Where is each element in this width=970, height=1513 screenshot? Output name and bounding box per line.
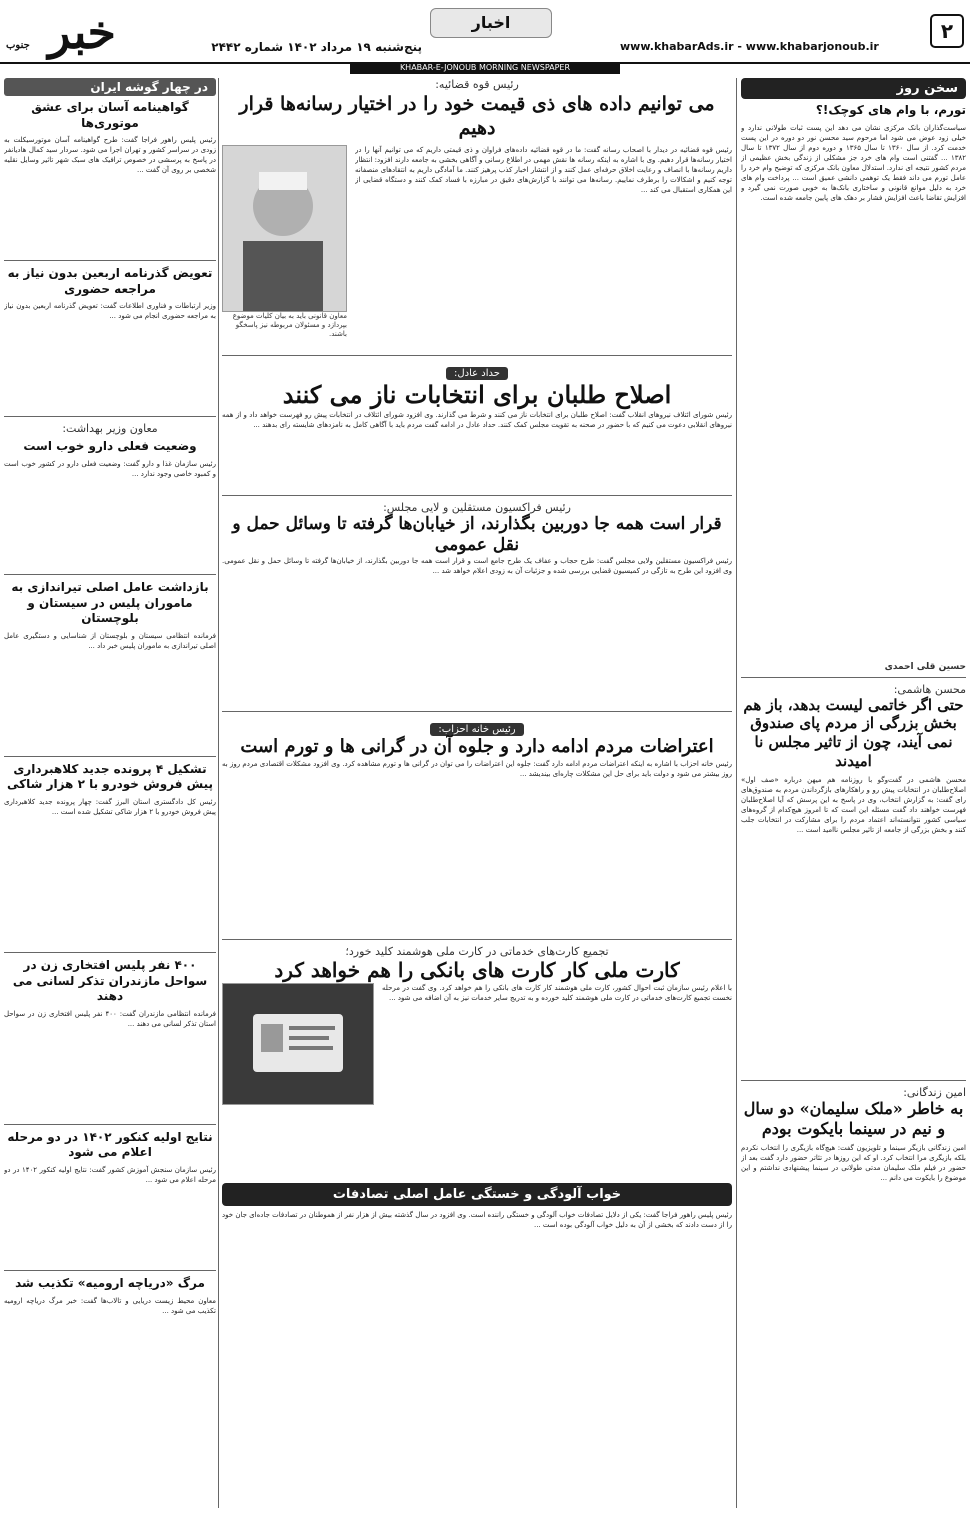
opinion-body: سیاست‌گذاران بانک مرکزی نشان می دهد این پست ثبات طولانی ندارد و خیلی زود عوض می شود اما مرحوم سید محسن نور دو دوره در این پست خدمت کرد. از سال ۱۳۶۰ تا سال ۱۳۶۵ و دوره دوم از سال ۱۳۷۲ تا سال ۱۳۸۲ ... گفتنی است وام های خرد جز مشکلی از زندگی بخش عظیمی از مردم کشور نتیجه ای ندارد. استدلال معاون بانک مرکزی که توضیح وام خرد را عامل تورم می داند فقط یک توهمی دانشی عمیق است ... پرداخت وام های خرد به دلیل موانع قانونی و ساختاری بانک‌ها به خوبی صورت نمی گیرد و افزایش تقاضا باعث افزایش فشار بر دهک های پایین جامعه شده است.: [741, 123, 966, 202]
news-item-body: فرمانده انتظامی سیستان و بلوچستان از شناسایی و دستگیری عامل اصلی تیراندازی به ماموران پلیس خبر داد ...: [4, 631, 216, 650]
camera-title: قرار است همه جا دوربین بگذارند، از خیابان‌ها گرفته تا وسائل حمل و نقل عمومی: [232, 513, 722, 555]
main-column: [222, 78, 732, 1508]
parties-body: رئیس خانه احزاب با اشاره به اینکه اعتراضات مردم ادامه دارد گفت: جلوه این اعتراضات را می توان در گرانی ها و تورم مشاهده کرد. وی افزود مشکلات اقتصادی مردم روز به روز بیشتر می شود و دولت باید برای حل این مشکلات چاره‌ای بیندیشد ...: [222, 759, 732, 778]
id-card-photo: [222, 983, 374, 1105]
idcard-body: با اعلام رئیس سازمان ثبت احوال کشور، کارت ملی هوشمند کار کارت های بانکی را هم خواهد کرد. وی گفت در مرحله نخست تجمیع کارت‌های خدماتی در کارت ملی هوشمند کلید خورده و به تدریج سایر خدمات نیز به آن اضافه می شود ...: [382, 983, 732, 1002]
hashemi-title: حتی اگر خاتمی لیست بدهد، باز هم بخش بزرگی از مردم پای صندوق نمی آیند، چون از تاثیر مجلس نا امیدند: [743, 695, 964, 770]
zendegani-body: امین زندگانی بازیگر سینما و تلویزیون گفت: هیچ‌گاه بازیگری را انتخاب نکردم بلکه بازیگری مرا انتخاب کرد. او که این روزها در تئاتر حضور دارد گفت بعد از حضور در فیلم ملک سلیمان مدتی طولانی در سینما پیشنهادی نداشتم و این موضوع را بایکوت می دانم ...: [741, 1143, 966, 1182]
news-item-body: معاون محیط زیست دریایی و تالاب‌ها گفت: خبر مرگ دریاچه ارومیه تکذیب می شود ...: [4, 1296, 216, 1315]
left-column: [4, 78, 216, 1508]
logo-sub: جنوب: [6, 40, 30, 51]
camera-body: رئیس فراکسیون مستقلین ولایی مجلس گفت: طرح حجاب و عفاف یک طرح جامع است و قرار است همه جا دوربین بگذارند، از خیابان‌ها گرفته تا وسائل حمل و نقل عمومی. وی افزود این طرح به تازگی در کمیسیون قضایی بررسی شده و جزئیات آن به زودی اعلام خواهد شد ...: [222, 557, 732, 575]
judiciary-chief-photo: [222, 145, 347, 312]
section-title: اخبار: [430, 8, 552, 38]
logo-text: خبر: [48, 5, 116, 59]
opinion-title: تورم، با وام های کوچک!؟: [815, 103, 966, 117]
parties-title: اعتراضات مردم ادامه دارد و جلوه آن در گرانی ها و تورم است: [240, 736, 714, 757]
zendegani-title: به خاطر «ملک سلیمان» دو سال و نیم در سینما بایکوت بودم: [743, 1098, 964, 1138]
opinion-box-title: سخن روز: [741, 78, 966, 99]
news-item-body: رئیس سازمان سنجش آموزش کشور گفت: نتایج اولیه کنکور ۱۴۰۲ در دو مرحله اعلام می شود ...: [4, 1165, 216, 1184]
accident-banner: خواب آلودگی و خستگی عامل اصلی تصادفات: [222, 1183, 732, 1206]
news-item-title: بازداشت عامل اصلی تیراندازی به ماموران پلیس در سیستان و بلوچستان: [11, 579, 209, 626]
site-urls[interactable]: www.khabarAds.ir - www.khabarjonoub.ir: [620, 40, 879, 53]
paper-name-en: KHABAR-E-JONOUB MORNING NEWSPAPER: [350, 62, 620, 74]
column-divider: [218, 78, 219, 1508]
news-item-body: رئیس سازمان غذا و دارو گفت: وضعیت فعلی دارو در کشور خوب است و کمبود خاصی وجود ندارد ...: [4, 459, 216, 478]
idcard-title: کارت ملی کار کارت های بانکی را هم خواهد کرد: [274, 957, 680, 982]
zendegani-kicker: امین زندگانی:: [903, 1085, 966, 1099]
news-item-title: وضعیت فعلی دارو خوب است: [23, 439, 197, 454]
haddad-tag: حداد عادل:: [446, 367, 508, 380]
parties-tag: رئیس خانه احزاب:: [430, 723, 523, 736]
haddad-body: رئیس شورای ائتلاف نیروهای انقلاب گفت: اصلاح طلبان برای انتخابات ناز می کنند و شرط می گذارند. وی افزود شورای ائتلاف در انتخابات پیش رو فهرست خواهد داد و از همه نیروهای انقلابی دعوت می کنیم که با حضور در صحنه به تقویت مجلس کمک کنند. حداد عادل در ادامه گفت مردم باید با آگاهی کامل به نامزدهای شایسته رای بدهند ...: [222, 410, 732, 429]
news-item-title: گواهینامه آسان برای عشق موتوری‌ها: [31, 100, 189, 130]
page-number: ۲: [930, 14, 964, 48]
lead-title: می توانیم داده های ذی قیمت خود را در اختیار رسانه‌ها قرار دهیم: [239, 93, 715, 139]
right-column: [741, 78, 966, 1508]
news-item-title: نتایج اولیه کنکور ۱۴۰۲ در دو مرحله اعلام می شود: [7, 1129, 213, 1160]
news-item-title: ۴۰۰ نفر پلیس افتخاری زن در سواحل مازندران تذکر لسانی می دهند: [12, 957, 208, 1004]
issue-info: پنج‌شنبه ۱۹ مرداد ۱۴۰۲ شماره ۲۴۴۲: [211, 40, 422, 54]
idcard-kicker: تجمیع کارت‌های خدماتی در کارت ملی هوشمند کلید خورد؛: [345, 944, 609, 958]
news-item-title: تعویض گذرنامه اربعین بدون نیاز به مراجعه حضوری: [7, 266, 213, 296]
lead-kicker: رئیس قوه قضائیه:: [435, 78, 519, 91]
haddad-title: اصلاح طلبان برای انتخابات ناز می کنند: [282, 379, 672, 409]
lead-body: رئیس قوه قضائیه در دیدار با اصحاب رسانه گفت: ما در قوه قضائیه داده‌های فراوان و ذی قیمتی داریم که می توانیم آنها را در اختیار رسانه‌ها قرار دهیم. وی با اشاره به اینکه رسانه ها نقش مهمی در اطلاع رسانی و آگاهی بخشی به جامعه دارند افزود: انتظار داریم رسانه‌ها با انصاف و رعایت اخلاق حرفه‌ای عمل کنند و از انتشار اخبار کذب پرهیز کنند. ما آمادگی داریم به انتقادهای منصفانه توجه کنیم و اشکالات را برطرف نماییم. رسانه‌ها می توانند با گزارش‌های دقیق در مبارزه با فساد کمک کنند و دستگاه قضایی از این همکاری استقبال می کند ...: [355, 145, 732, 194]
lead-caption: معاون قانونی باید به بیان کلیات موضوع بپردازد و مسئولان مربوطه نیز پاسخگو باشند.: [232, 311, 347, 338]
news-item-body: فرمانده انتظامی مازندران گفت: ۴۰۰ نفر پلیس افتخاری زن در سواحل استان تذکر لسانی می دهند ...: [4, 1009, 216, 1028]
paper-logo: [6, 4, 116, 60]
news-item-body: رئیس کل دادگستری استان البرز گفت: چهار پرونده جدید کلاهبرداری پیش فروش خودرو با ۲ هزار شاکی تشکیل شده است ...: [4, 797, 216, 816]
column-divider: [736, 78, 737, 1508]
hashemi-kicker: محسن هاشمی:: [893, 682, 966, 696]
masthead: [0, 0, 970, 64]
news-item-kicker: معاون وزیر بهداشت:: [62, 422, 158, 436]
news-item-title: تشکیل ۴ پرونده جدید کلاهبرداری پیش فروش خودرو با ۲ هزار شاکی: [6, 761, 214, 792]
camera-kicker: رئیس فراکسیون مستقلین و لایی مجلس:: [383, 500, 571, 514]
news-item-body: رئیس پلیس راهور فراجا گفت: طرح گواهینامه آسان موتورسیکلت به زودی در سراسر کشور و تهران اجرا می شود. سردار سید کمال هادیانفر در پاسخ به پرسشی در خصوص ترافیک های سبک شهر تاثیر وسایل نقلیه شخصی بر روی آن گفت ...: [4, 136, 216, 175]
hashemi-body: محسن هاشمی در گفت‌وگو با روزنامه هم میهن درباره «صف اول» اصلاح‌طلبان در انتخابات پیش رو و راهکارهای بازگرداندن مردم به صندوق‌های رای گفت: به گزارش انتخاب، وی در پاسخ به این پرسش که آیا اصلاح‌طلبان فهرست خواهند داد گفت مسئله این است که تا امروز هیچ‌کدام از گروه‌های سیاسی کشور نتوانسته‌اند اعتماد مردم را برای مشارکت در انتخابات جلب کنند و بخش بزرگی از جامعه از تاثیر مجلس ناامید است ...: [741, 775, 966, 834]
iran-corners-title: در چهار گوشه ایران: [4, 78, 216, 96]
accident-body: رئیس پلیس راهور فراجا گفت: یکی از دلایل تصادفات خواب آلودگی و خستگی راننده است. وی افزود در سال گذشته بیش از هزار نفر از هموطنان در تصادفات جاده‌ای جان خود را از دست دادند که بخشی از آن به دلیل خواب آلودگی بوده است ...: [222, 1210, 732, 1229]
news-item-title: مرگ «دریاچه ارومیه» تکذیب شد: [15, 1275, 205, 1290]
opinion-author: حسین قلی احمدی: [884, 661, 966, 672]
news-item-body: وزیر ارتباطات و فناوری اطلاعات گفت: تعویض گذرنامه اربعین بدون نیاز به مراجعه حضوری انجام می شود ...: [4, 302, 216, 321]
